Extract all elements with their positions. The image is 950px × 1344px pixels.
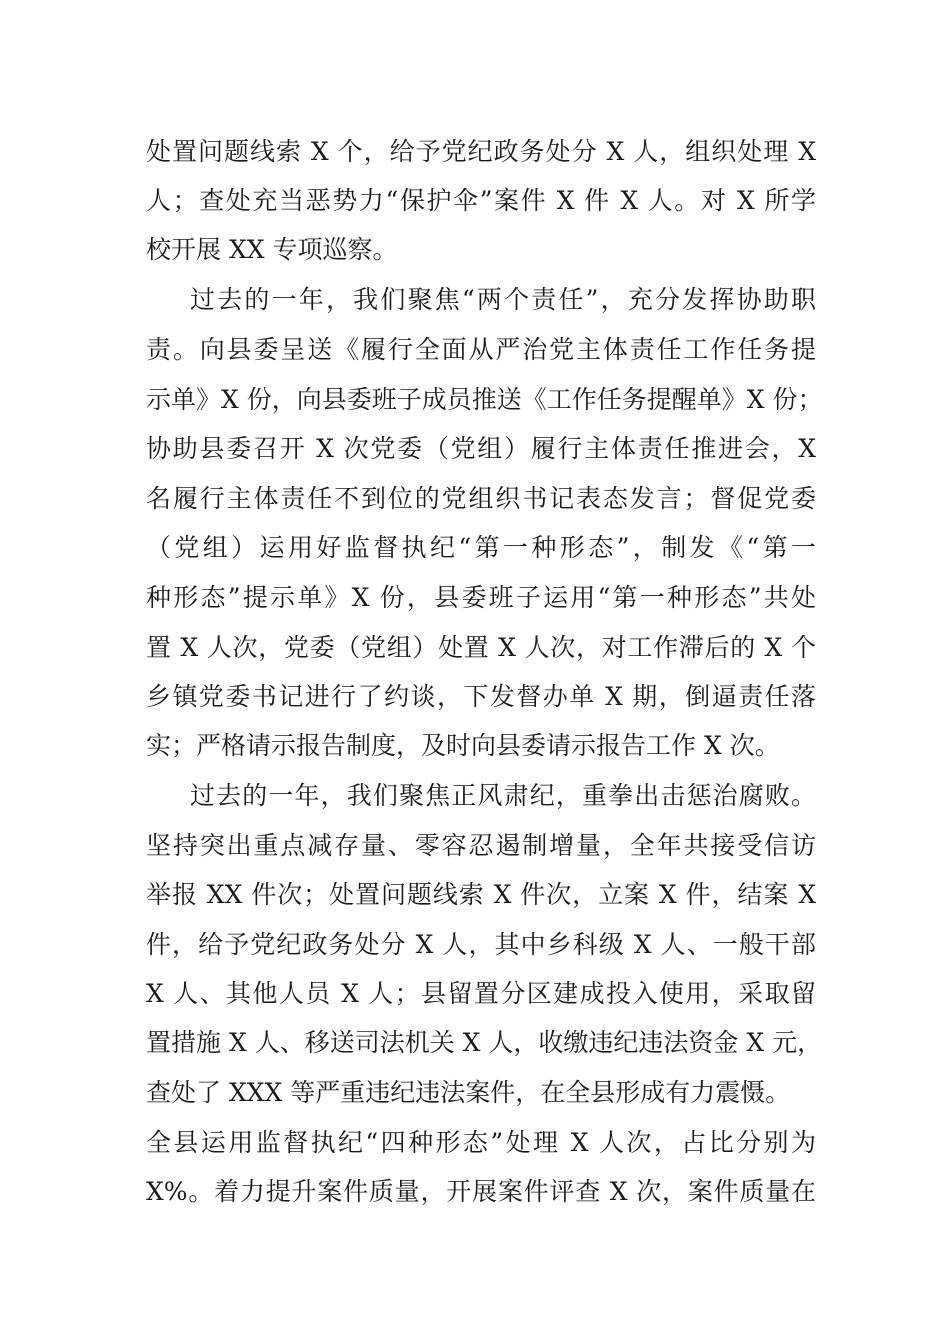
text-line: 坚持突出重点减存量、零容忍遏制增量，全年共接受信访 [146, 831, 816, 860]
text-line: 种形态”提示单》X 份，县委班子运用“第一种形态”共处 [146, 583, 816, 612]
text-line: X%。着力提升案件质量，开展案件评查 X 次，案件质量在 [146, 1177, 816, 1206]
text-line: 置 X 人次，党委（党组）处置 X 人次，对工作滞后的 X 个 [146, 633, 816, 662]
text-line: 查处了 XXX 等严重违纪违法案件，在全县形成有力震慑。 [146, 1078, 791, 1107]
text-line: 实；严格请示报告制度，及时向县委请示报告工作 X 次。 [146, 731, 780, 760]
text-line: 举报 XX 件次；处置问题线索 X 件次，立案 X 件，结案 X [146, 880, 816, 909]
text-line: X 人、其他人员 X 人；县留置分区建成投入使用，采取留 [146, 979, 816, 1008]
text-line: （党组）运用好监督执纪“第一种形态”，制发《“第一 [146, 533, 816, 562]
text-line: 协助县委召开 X 次党委（党组）履行主体责任推进会，X [146, 434, 816, 463]
text-line: 件，给予党纪政务处分 X 人，其中乡科级 X 人、一般干部 [146, 930, 816, 959]
text-line: 名履行主体责任不到位的党组织书记表态发言；督促党委 [146, 484, 816, 513]
text-line: 置措施 X 人、移送司法机关 X 人，收缴违纪违法资金 X 元， [146, 1028, 823, 1057]
text-line: 责。向县委呈送《履行全面从严治党主体责任工作任务提 [146, 335, 816, 364]
text-line: 处置问题线索 X 个，给予党纪政务处分 X 人，组织处理 X [146, 137, 816, 166]
paragraph-first-line: 过去的一年，我们聚焦正风肃纪，重拳出击惩治腐败。 [190, 781, 816, 810]
text-line: 示单》X 份，向县委班子成员推送《工作任务提醒单》X 份； [146, 385, 823, 414]
text-line: 校开展 XX 专项巡察。 [146, 235, 398, 264]
text-line: 人；查处充当恶势力“保护伞”案件 X 件 X 人。对 X 所学 [146, 186, 816, 215]
text-line: 全县运用监督执纪“四种形态”处理 X 人次，占比分别为 [146, 1128, 816, 1157]
paragraph-first-line: 过去的一年，我们聚焦“两个责任”，充分发挥协助职 [190, 285, 816, 314]
text-line: 乡镇党委书记进行了约谈，下发督办单 X 期，倒逼责任落 [146, 682, 816, 711]
